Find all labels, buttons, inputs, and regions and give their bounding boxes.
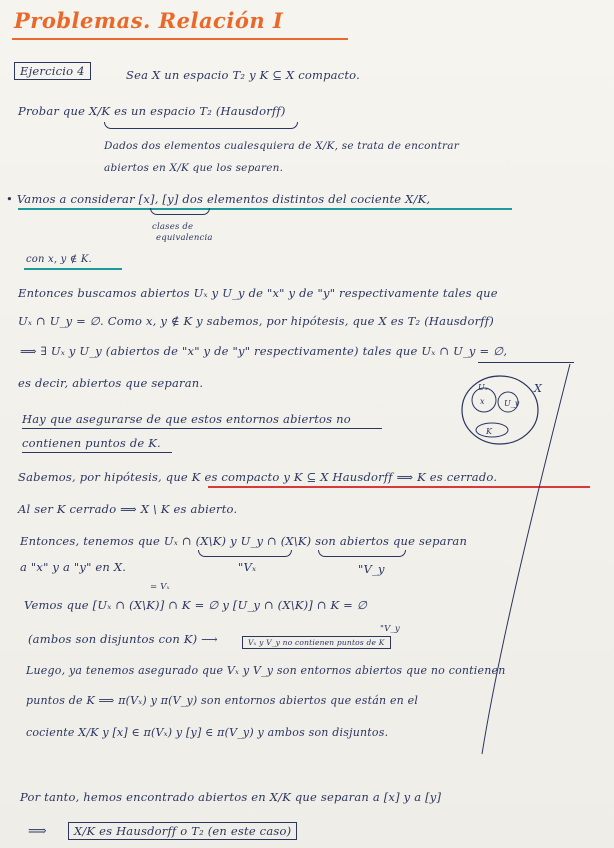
- con-line: con x, y ∉ K.: [26, 254, 92, 265]
- line-1: Entonces buscamos abiertos Uₓ y U_y de "x" y de "y" respectivamente tales que: [18, 286, 498, 300]
- classes-brace: [150, 208, 210, 215]
- vy-label: "V_y: [358, 562, 385, 576]
- title-underline: [12, 38, 348, 40]
- con-highlight: [24, 268, 122, 270]
- line-2: Uₓ ∩ U_y = ∅. Como x, y ∉ K y sabemos, por hipótesis, que X es T₂ (Hausdorff): [18, 314, 494, 328]
- consider-highlight: [18, 208, 512, 210]
- vy-small-label: "V_y: [380, 624, 400, 634]
- luego-line-3: cociente X/K y [x] ∈ π(Vₓ) y [y] ∈ π(V_y) y ambos son disjuntos.: [26, 726, 389, 739]
- vy-brace: [318, 550, 406, 557]
- line-3: ⟹ ∃ Uₓ y U_y (abiertos de "x" y de "y" respectivamente) tales que Uₓ ∩ U_y = ∅,: [20, 344, 508, 358]
- exercise-label: Ejercicio 4: [14, 64, 91, 78]
- hay-underline-2: [22, 452, 172, 453]
- long-arrow: [420, 362, 580, 762]
- fig-ux-label: Uₓ: [478, 383, 488, 392]
- intro-line-1: Dados dos elementos cualesquiera de X/K, se trata de encontrar: [104, 140, 459, 152]
- vx-small-label: = Vₓ: [150, 582, 170, 592]
- statement: Sea X un espacio T₂ y K ⊆ X compacto.: [126, 68, 360, 82]
- hay-underline-1: [22, 428, 382, 429]
- alser-line: Al ser K cerrado ⟹ X \ K es abierto.: [18, 502, 238, 516]
- prove-line: Probar que X/K es un espacio T₂ (Hausdorff): [18, 104, 286, 118]
- sabemos-line: Sabemos, por hipótesis, que K es compacto y K ⊆ X Hausdorff ⟹ K es cerrado.: [18, 470, 498, 484]
- luego-line-2: puntos de K ⟹ π(Vₓ) y π(V_y) son entornos abiertos que están en el: [26, 694, 419, 707]
- hay-line-1: Hay que asegurarse de que estos entornos abiertos no: [22, 412, 351, 426]
- vx-brace: [198, 550, 292, 557]
- conclusion-arrow: ⟹: [28, 824, 47, 839]
- fig-x-label: x: [480, 397, 485, 406]
- vx-label: "Vₓ: [238, 560, 257, 574]
- entonces-line-2: a "x" y a "y" en X.: [20, 560, 127, 574]
- classes-label-1: clases de: [152, 222, 194, 232]
- fig-uy-label: U_y: [504, 399, 520, 408]
- ambos-box: Vₓ y V_y no contienen puntos de K: [242, 638, 391, 647]
- entonces-line-1: Entonces, tenemos que Uₓ ∩ (X\K) y U_y ∩ (X\K) son abiertos que separan: [20, 534, 468, 548]
- vemos-line: Vemos que [Uₓ ∩ (X\K)] ∩ K = ∅ y [U_y ∩ (X\K)] ∩ K = ∅: [24, 598, 368, 612]
- intro-line-2: abiertos en X/K que los separen.: [104, 162, 284, 174]
- conclusion-box: X/K es Hausdorff o T₂ (en este caso): [68, 824, 297, 838]
- fig-k-label: K: [486, 427, 492, 436]
- portanto-line: Por tanto, hemos encontrado abiertos en X/K que separan a [x] y a [y]: [20, 790, 442, 804]
- ambos-line: (ambos son disjuntos con K) ⟶: [28, 632, 218, 646]
- classes-label-2: equivalencia: [156, 233, 213, 243]
- hay-line-2: contienen puntos de K.: [22, 436, 161, 450]
- consider-line: • Vamos a considerar [x], [y] dos elementos distintos del cociente X/K,: [6, 192, 431, 206]
- line-4: es decir, abiertos que separan.: [18, 376, 204, 390]
- luego-line-1: Luego, ya tenemos asegurado que Vₓ y V_y son entornos abiertos que no contienen: [26, 664, 506, 677]
- fig-X-label: X: [534, 382, 542, 395]
- prove-brace: [104, 122, 298, 129]
- page-title: Problemas. Relación I: [14, 8, 284, 33]
